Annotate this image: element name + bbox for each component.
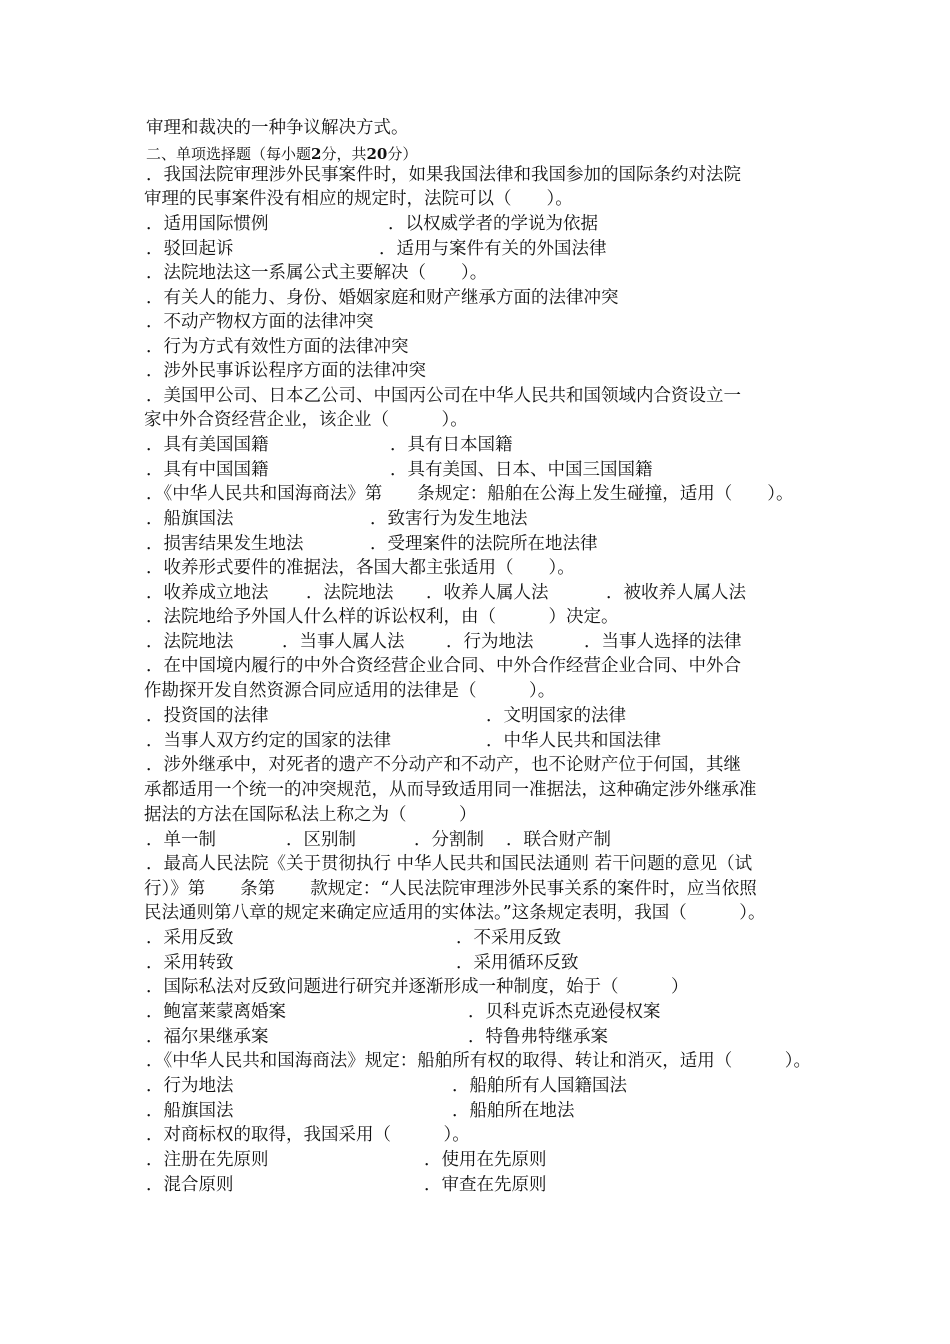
option: ．当事人选择的法律 [584, 632, 742, 652]
option: ．适用国际惯例 [146, 214, 269, 234]
option: ．联合财产制 [506, 830, 611, 850]
option: ．行为地法 [446, 632, 534, 652]
question-stem: ．法院地法这一系属公式主要解决（ ）。 [146, 263, 488, 283]
question-stem: ．对商标权的取得，我国采用（ ）。 [146, 1125, 470, 1145]
option: ．当事人双方约定的国家的法律 [146, 731, 391, 751]
section-header-prefix: 二、单项选择题（每小题 [146, 145, 312, 163]
option: ．致害行为发生地法 [370, 509, 528, 529]
option: ．审查在先原则 [424, 1175, 547, 1195]
option: ．福尔果继承案 [146, 1027, 269, 1047]
question-stem: 家中外合资经营企业，该企业（ ）。 [144, 410, 468, 430]
option: ．有关人的能力、身份、婚姻家庭和财产继承方面的法律冲突 [146, 288, 619, 308]
option: ．投资国的法律 [146, 706, 269, 726]
option: ．适用与案件有关的外国法律 [379, 239, 607, 259]
question-stem: 审理的民事案件没有相应的规定时，法院可以（ ）。 [144, 189, 573, 209]
option: ．采用循环反致 [456, 953, 579, 973]
option: ．收养成立地法 [146, 583, 269, 603]
option: ．当事人属人法 [282, 632, 405, 652]
section-header-suffix: 分） [387, 145, 418, 163]
option: ．船旗国法 [146, 509, 234, 529]
option: ．分割制 [414, 830, 484, 850]
points-total: 20 [366, 145, 388, 163]
option: ．行为地法 [146, 1076, 234, 1096]
question-stem: ．美国甲公司、日本乙公司、中国丙公司在中华人民共和国领域内合资设立一 [146, 386, 741, 406]
question-stem: ．涉外继承中，对死者的遗产不分动产和不动产，也不论财产位于何国，其继 [146, 755, 741, 775]
option: ．采用反致 [146, 928, 234, 948]
option: ．贝科克诉杰克逊侵权案 [468, 1002, 661, 1022]
question-stem: 行）》第 条第 款规定：“人民法院审理涉外民事关系的案件时，应当依照 [144, 879, 757, 899]
question-stem: ．我国法院审理涉外民事案件时，如果我国法律和我国参加的国际条约对法院 [146, 165, 741, 185]
option: ．损害结果发生地法 [146, 534, 304, 554]
question-stem: ．《中华人民共和国海商法》规定：船舶所有权的取得、转让和消灭，适用（ ）。 [146, 1051, 811, 1071]
option: ．中华人民共和国法律 [486, 731, 661, 751]
option: ．以权威学者的学说为依据 [388, 214, 598, 234]
option: ．区别制 [286, 830, 356, 850]
option: ．单一制 [146, 830, 216, 850]
option: ．船舶所在地法 [452, 1101, 575, 1121]
option: ．使用在先原则 [424, 1150, 547, 1170]
option: ．法院地法 [146, 632, 234, 652]
question-stem: 据法的方法在国际私法上称之为（ ） [144, 805, 477, 825]
option: ．具有日本国籍 [390, 435, 513, 455]
question-stem: ．收养形式要件的准据法，各国大都主张适用（ ）。 [146, 558, 575, 578]
question-stem: 承都适用一个统一的冲突规范，从而导致适用同一准据法，这种确定涉外继承准 [144, 780, 757, 800]
option: ．法院地法 [306, 583, 394, 603]
option: ．收养人属人法 [426, 583, 549, 603]
option: ．具有美国国籍 [146, 435, 269, 455]
option: ．采用转致 [146, 953, 234, 973]
question-stem: ．法院地给予外国人什么样的诉讼权利，由（ ）决定。 [146, 607, 619, 627]
option: ．注册在先原则 [146, 1150, 269, 1170]
option: ．涉外民事诉讼程序方面的法律冲突 [146, 361, 426, 381]
option: ．被收养人属人法 [606, 583, 746, 603]
option: ．船旗国法 [146, 1101, 234, 1121]
intro-tail-line: 审理和裁决的一种争议解决方式。 [146, 118, 409, 138]
question-stem: ．国际私法对反致问题进行研究并逐渐形成一种制度，始于（ ） [146, 977, 689, 997]
option: ．混合原则 [146, 1175, 234, 1195]
option: ．文明国家的法律 [486, 706, 626, 726]
option: ．不采用反致 [456, 928, 561, 948]
option: ．受理案件的法院所在地法律 [370, 534, 598, 554]
question-stem: 民法通则第八章的规定来确定应适用的实体法。”这条规定表明，我国（ ）。 [144, 903, 766, 923]
option: ．具有美国、日本、中国三国国籍 [390, 460, 653, 480]
option: ．船舶所有人国籍国法 [452, 1076, 627, 1096]
option: ．驳回起诉 [146, 239, 234, 259]
question-stem: ．《中华人民共和国海商法》第 条规定：船舶在公海上发生碰撞，适用（ ）。 [146, 484, 794, 504]
option: ．不动产物权方面的法律冲突 [146, 312, 374, 332]
option: ．特鲁弗特继承案 [468, 1027, 608, 1047]
question-stem: ．最高人民法院《关于贯彻执行 中华人民共和国民法通则 若干问题的意见（试 [146, 854, 753, 874]
section-header-mid: 分，共 [321, 145, 367, 163]
option: ．具有中国国籍 [146, 460, 269, 480]
question-stem: 作勘探开发自然资源合同应适用的法律是（ ）。 [144, 681, 556, 701]
question-stem: ．在中国境内履行的中外合资经营企业合同、中外合作经营企业合同、中外合 [146, 656, 741, 676]
option: ．鲍富莱蒙离婚案 [146, 1002, 286, 1022]
points-each: 2 [311, 145, 322, 163]
option: ．行为方式有效性方面的法律冲突 [146, 337, 409, 357]
